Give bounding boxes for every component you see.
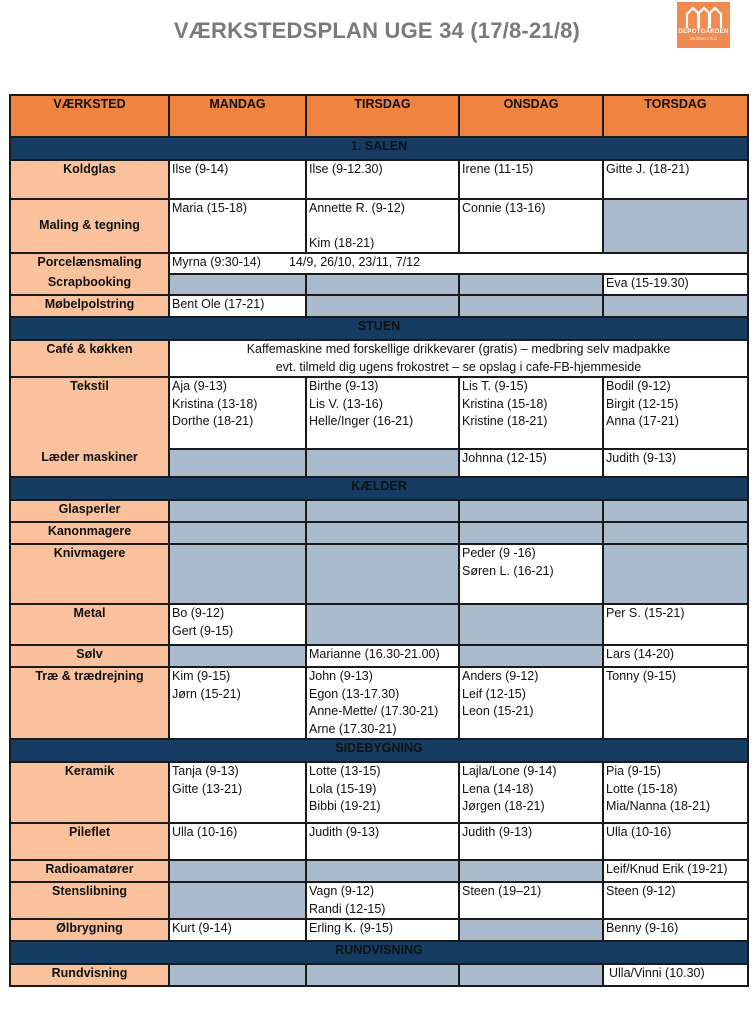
slot-mandag-empty (169, 860, 306, 882)
slot-tirsdag-empty (306, 274, 459, 295)
table-row (10, 964, 748, 986)
slot-torsdag (603, 449, 748, 477)
table-row (10, 274, 748, 295)
header-onsdag: ONSDAG (459, 95, 603, 137)
table-row (10, 522, 748, 544)
slot-onsdag (459, 544, 603, 604)
slot-onsdag (459, 160, 603, 199)
workshop-name: Pileflet (10, 823, 169, 860)
header-row (10, 95, 748, 137)
workshop-name: Scrapbooking (10, 274, 169, 295)
table-row (10, 340, 748, 377)
table-row (10, 377, 748, 449)
shift: Lotte (13-15) (309, 764, 381, 778)
slot-tirsdag (306, 160, 459, 199)
shift: Lis T. (9-15) (462, 379, 528, 393)
slot-torsdag (603, 645, 748, 667)
shift: Lena (14-18) (462, 781, 534, 796)
shift: Benny (9-16) (606, 921, 679, 935)
shift: Vagn (9-12) (309, 884, 375, 898)
shift: Birthe (9-13) (309, 379, 379, 393)
section-row (10, 477, 748, 500)
shift: Lola (15-19) (309, 781, 377, 796)
shift: Tonny (9-15) (606, 669, 677, 683)
shift: Bodil (9-12) (606, 379, 671, 393)
slot-tirsdag-empty (306, 604, 459, 645)
shift: Randi (12-15) (309, 901, 386, 916)
slot-mandag-empty (169, 449, 306, 477)
slot-mandag-empty (169, 274, 306, 295)
slot-mandag (169, 604, 306, 645)
section-row (10, 137, 748, 160)
shift: Leif (12-15) (462, 686, 526, 701)
workshop-name: Glasperler (10, 500, 169, 522)
slot-mandag-empty (169, 500, 306, 522)
workshop-name: Kanonmagere (10, 522, 169, 544)
shift: Johnna (12-15) (462, 451, 547, 465)
slot-onsdag (459, 762, 603, 823)
shift: Gert (9-15) (172, 623, 234, 638)
workshop-name: Keramik (10, 762, 169, 823)
shift: Ilse (9-14) (172, 162, 229, 176)
slot-torsdag-empty (603, 199, 748, 253)
shift: Bibbi (19-21) (309, 799, 381, 813)
slot-torsdag (603, 762, 748, 823)
section-stuen: STUEN (10, 317, 748, 340)
table-row (10, 645, 748, 667)
logo-name: DEPOTGÅRDEN (678, 29, 729, 35)
shift: Maria (15-18) (172, 201, 248, 215)
slot-onsdag-empty (459, 500, 603, 522)
shift: Gitte (13-21) (172, 781, 243, 796)
slot-torsdag (603, 274, 748, 295)
slot-onsdag-empty (459, 295, 603, 317)
slot-mandag (169, 919, 306, 941)
slot-onsdag (459, 882, 603, 919)
shift: Marianne (16.30-21.00) (309, 647, 440, 661)
slot-torsdag-empty (603, 500, 748, 522)
shift: Judith (9-13) (606, 451, 677, 465)
shift: Birgit (12-15) (606, 396, 679, 411)
slot-mandag-empty (169, 522, 306, 544)
slot-tirsdag-empty (306, 449, 459, 477)
shift: Per S. (15-21) (606, 606, 685, 620)
slot-mandag (169, 667, 306, 739)
slot-tirsdag-empty (306, 295, 459, 317)
depotgaarden-logo (677, 2, 730, 48)
dates: 14/9, 26/10, 23/11, 7/12 (288, 255, 421, 269)
shift: Arne (17.30-21) (309, 721, 397, 736)
shift: Anna (17-21) (606, 414, 679, 428)
shift: Kurt (9-14) (172, 921, 232, 935)
slot-tirsdag (306, 919, 459, 941)
shift: Lars (14-20) (606, 647, 675, 661)
shift: Aja (9-13) (172, 379, 227, 393)
info-line: evt. tilmeld dig ugens frokostret – se opslag i cafe-FB-hjemmeside (275, 359, 642, 374)
table-row (10, 604, 748, 645)
slot-onsdag-empty (459, 964, 603, 986)
table-row (10, 860, 748, 882)
slot-tirsdag (306, 882, 459, 919)
slot-onsdag-empty (459, 645, 603, 667)
slot-mandag (169, 160, 306, 199)
shift: Gitte J. (18-21) (606, 162, 690, 176)
shift: Steen (9-12) (606, 884, 676, 898)
slot-tirsdag (306, 377, 459, 449)
slot-onsdag-empty (459, 522, 603, 544)
table-row (10, 295, 748, 317)
shift: Kristina (13-18) (172, 396, 258, 411)
slot-mandag (169, 295, 306, 317)
shift: Anders (9-12) (462, 669, 539, 683)
shift: Jørn (15-21) (172, 686, 241, 701)
shift: Steen (19–21) (462, 884, 542, 898)
workshop-name: Metal (10, 604, 169, 645)
slot-onsdag (459, 199, 603, 253)
header-mandag: MANDAG (169, 95, 306, 137)
workshop-name: Maling & tegning (10, 199, 169, 253)
shift: Mia/Nanna (18-21) (606, 799, 711, 813)
house-icon (684, 5, 724, 29)
section-kaelder: KÆLDER (10, 477, 748, 500)
slot-tirsdag-empty (306, 964, 459, 986)
shift: Bo (9-12) (172, 606, 225, 620)
slot-tirsdag-empty (306, 544, 459, 604)
slot-tirsdag (306, 823, 459, 860)
table-row (10, 544, 748, 604)
spacer (309, 218, 456, 235)
header-torsdag: TORSDAG (603, 95, 748, 137)
slot-torsdag-empty (603, 544, 748, 604)
shift: Dorthe (18-21) (172, 414, 254, 428)
workshop-name: Café & køkken (10, 340, 169, 377)
slot-torsdag (603, 604, 748, 645)
shift: John (9-13) (309, 669, 373, 683)
slot-torsdag (603, 882, 748, 919)
shift: Bent Ole (17-21) (172, 297, 265, 311)
slot-mandag (169, 823, 306, 860)
slot-tirsdag (306, 199, 459, 253)
slot-onsdag-empty (459, 604, 603, 645)
table-row (10, 500, 748, 522)
slot-torsdag (603, 860, 748, 882)
shift: Peder (9 -16) (462, 546, 536, 560)
shift: Annette R. (9-12) (309, 201, 405, 215)
header-vaerksted: VÆRKSTED (10, 95, 169, 137)
section-rundvisning: RUNDVISNING (10, 941, 748, 964)
table-row (10, 882, 748, 919)
slot-onsdag-empty (459, 274, 603, 295)
slot-tirsdag (306, 762, 459, 823)
table-row (10, 762, 748, 823)
slot-tirsdag (306, 667, 459, 739)
shift: Leif/Knud Erik (19-21) (606, 862, 728, 876)
slot-torsdag (603, 919, 748, 941)
info-line: Kaffemaskine med forskellige drikkevarer (gratis) – medbring selv madpakke (246, 342, 671, 356)
shift: Myrna (9:30-14) (172, 255, 261, 269)
slot-torsdag (603, 377, 748, 449)
slot-onsdag (459, 449, 603, 477)
slot-mandag-empty (169, 882, 306, 919)
slot-torsdag (603, 667, 748, 739)
header-tirsdag: TIRSDAG (306, 95, 459, 137)
shift: Erling K. (9-15) (309, 921, 394, 935)
workshop-name: Ølbrygning (10, 919, 169, 941)
table-row (10, 160, 748, 199)
slot-tirsdag-empty (306, 522, 459, 544)
slot-torsdag-empty (603, 522, 748, 544)
shift: Egon (13-17.30) (309, 686, 400, 701)
shift: Kristina (15-18) (462, 396, 548, 411)
workshop-name: Træ & trædrejning (10, 667, 169, 739)
table-row (10, 199, 748, 253)
table-row (10, 253, 748, 274)
shift: Ulla/Vinni (10.30) (609, 966, 705, 980)
slot-mandag (169, 199, 306, 253)
slot-tirsdag-empty (306, 860, 459, 882)
shift: Kristine (18-21) (462, 414, 548, 428)
table-row (10, 667, 748, 739)
workshop-name: Stenslibning (10, 882, 169, 919)
shift: Jørgen (18-21) (462, 799, 545, 813)
workshop-name: Radioamatører (10, 860, 169, 882)
shift: Pia (9-15) (606, 764, 661, 778)
workshop-name: Tekstil (10, 377, 169, 449)
table-row (10, 823, 748, 860)
table-row (10, 919, 748, 941)
slot-span (169, 253, 748, 274)
section-salen: 1. SALEN (10, 137, 748, 160)
workshop-name: Koldglas (10, 160, 169, 199)
slot-mandag (169, 762, 306, 823)
shift: Lajla/Lone (9-14) (462, 764, 557, 778)
shift: Connie (13-16) (462, 201, 546, 215)
shift: Anne-Mette/ (17.30-21) (309, 704, 439, 718)
slot-mandag-empty (169, 645, 306, 667)
slot-torsdag-empty (603, 295, 748, 317)
shift: Eva (15-19.30) (606, 276, 689, 290)
shift: Søren L. (16-21) (462, 563, 554, 578)
section-row (10, 941, 748, 964)
workshop-name: Porcelænsmaling (10, 253, 169, 274)
slot-onsdag-empty (459, 919, 603, 941)
workshop-name: Møbelpolstring (10, 295, 169, 317)
workshop-name: Sølv (10, 645, 169, 667)
shift: Judith (9-13) (462, 825, 533, 839)
shift: Judith (9-13) (309, 825, 380, 839)
shift: Kim (9-15) (172, 669, 231, 683)
slot-torsdag (603, 964, 748, 986)
slot-mandag-empty (169, 544, 306, 604)
slot-mandag (169, 377, 306, 449)
shift: Lotte (15-18) (606, 781, 678, 796)
shift: Kim (18-21) (309, 235, 375, 250)
shift: Leon (15-21) (462, 704, 534, 718)
workshop-name: Læder maskiner (10, 449, 169, 477)
schedule-table (9, 94, 749, 987)
page-title: VÆRKSTEDSPLAN UGE 34 (17/8-21/8) (173, 18, 581, 43)
slot-mandag-empty (169, 964, 306, 986)
shift: Tanja (9-13) (172, 764, 239, 778)
slot-onsdag-empty (459, 860, 603, 882)
workshop-name: Rundvisning (10, 964, 169, 986)
slot-torsdag (603, 160, 748, 199)
workshop-name: Knivmagere (10, 544, 169, 604)
slot-onsdag (459, 667, 603, 739)
shift: Helle/Inger (16-21) (309, 414, 414, 428)
shift: Ulla (10-16) (172, 825, 238, 839)
table-row (10, 449, 748, 477)
slot-onsdag (459, 823, 603, 860)
slot-onsdag (459, 377, 603, 449)
section-row (10, 317, 748, 340)
shift: Irene (11-15) (462, 162, 534, 176)
logo-tagline: 24 timer i hus (689, 36, 717, 41)
slot-torsdag (603, 823, 748, 860)
section-sidebygning: SIDEBYGNING (10, 739, 748, 762)
slot-tirsdag (306, 645, 459, 667)
section-row (10, 739, 748, 762)
cafe-info (169, 340, 748, 377)
shift: Ulla (10-16) (606, 825, 672, 839)
shift: Lis V. (13-16) (309, 396, 383, 411)
shift: Ilse (9-12.30) (309, 162, 383, 176)
slot-tirsdag-empty (306, 500, 459, 522)
